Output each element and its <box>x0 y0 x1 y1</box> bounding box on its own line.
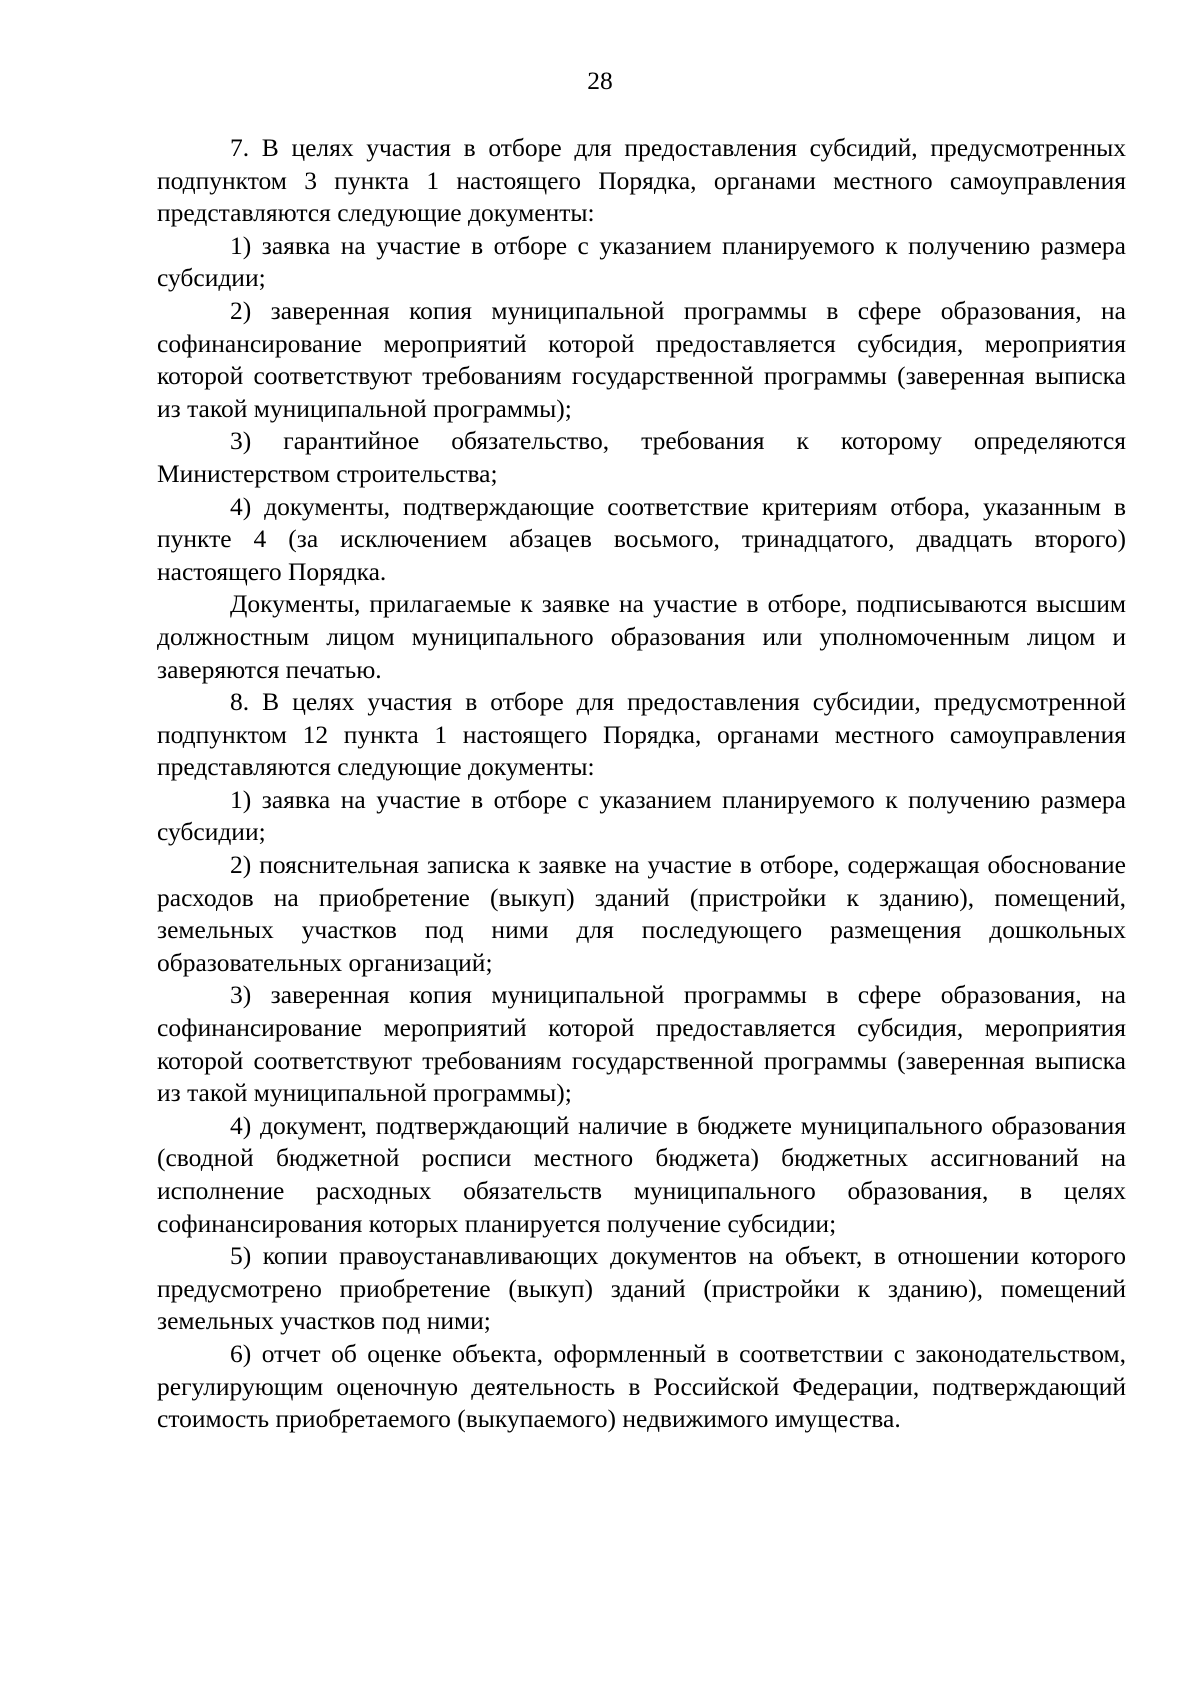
paragraph-8-item-6: 6) отчет об оценке объекта, оформленный в соответствии с законодательством, регулирующим оценочную деятельность в Российской Федерации, подтверждающий стоимость приобретаемого (выкупаемого) недвижимого имущества. <box>157 1338 1126 1434</box>
paragraph-7-intro: 7. В целях участия в отборе для предоставления субсидий, предусмотренных подпунктом 3 пункта 1 настоящего Порядка, органами местного самоуправления представляются следующие документы: <box>157 133 1126 228</box>
paragraph-7-item-4: 4) документы, подтверждающие соответствие критериям отбора, указанным в пункте 4 (за исключением абзацев восьмого, тринадцатого, двадцать второго) настоящего Порядка. <box>157 491 1126 586</box>
paragraph-7-item-1: 1) заявка на участие в отборе с указанием планируемого к получению размера субсидии; <box>157 230 1126 293</box>
paragraph-7-item-3: 3) гарантийное обязательство, требования к которому определяются Министерством строительства; <box>157 426 1126 488</box>
page-number: 28 <box>587 66 613 95</box>
paragraph-8-intro: 8. В целях участия в отборе для предоставления субсидии, предусмотренной подпунктом 12 пункта 1 настоящего Порядка, органами местного самоуправления представляются следующие документы: <box>157 687 1126 782</box>
paragraph-8-item-4: 4) документ, подтверждающий наличие в бюджете муниципального образования (сводной бюджетной росписи местного бюджета) бюджетных ассигнований на исполнение расходных обязательств муниципального образования, в целях софинансирования которых планируется получение субсидии; <box>157 1110 1126 1238</box>
paragraph-8-item-5: 5) копии правоустанавливающих документов на объект, в отношении которого предусмотрено приобретение (выкуп) зданий (пристройки к зданию), помещений земельных участков под ними; <box>157 1241 1126 1336</box>
paragraph-7-item-2: 2) заверенная копия муниципальной программы в сфере образования, на софинансирование мероприятий которой предоставляется субсидия, мероприятия которой соответствуют требованиям государственной программы (заверенная выписка из такой муниципальной программы); <box>157 295 1126 423</box>
paragraph-8-item-1: 1) заявка на участие в отборе с указанием планируемого к получению размера субсидии; <box>157 784 1126 847</box>
paragraph-8-item-3: 3) заверенная копия муниципальной программы в сфере образования, на софинансирование мероприятий которой предоставляется субсидия, мероприятия которой соответствуют требованиям государственной программы (заверенная выписка из такой муниципальной программы); <box>157 980 1126 1108</box>
document-body <box>157 132 1126 1436</box>
paragraph-8-item-2: 2) пояснительная записка к заявке на участие в отборе, содержащая обоснование расходов на приобретение (выкуп) зданий (пристройки к зданию), помещений, земельных участков под ними для последующего размещения дошкольных образовательных организаций; <box>157 850 1126 977</box>
paragraph-7-signing-note: Документы, прилагаемые к заявке на участие в отборе, подписываются высшим должностным лицом муниципального образования или уполномоченным лицом и заверяются печатью. <box>157 589 1126 684</box>
